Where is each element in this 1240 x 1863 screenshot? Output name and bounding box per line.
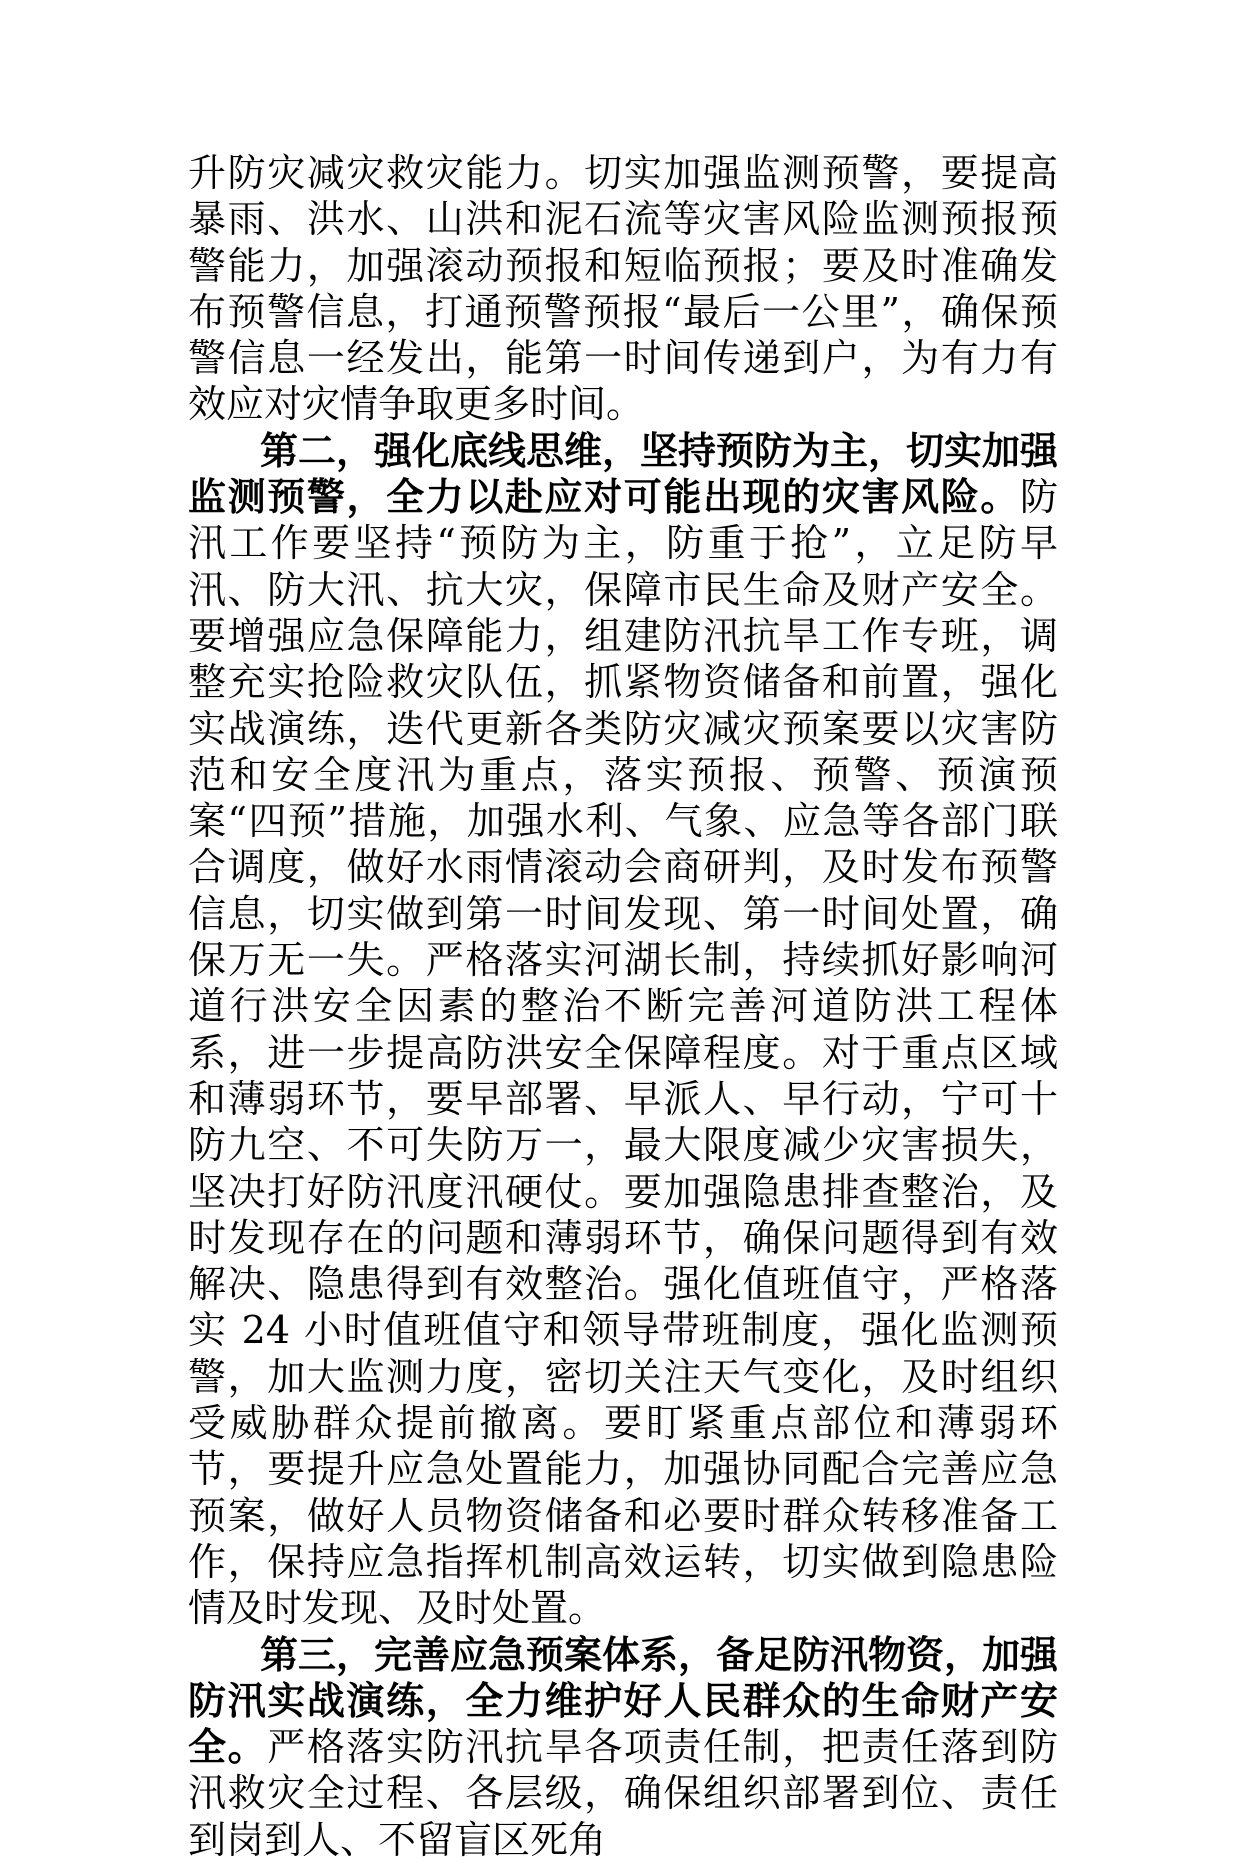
paragraph-third bbox=[188, 1632, 1058, 1863]
paragraph-second-heading: 第二，强化底线思维，坚持预防为主，切实加强监测预警，全力以赴应对可能出现的灾害风险。 bbox=[188, 427, 1059, 520]
paragraph-third-body: 严格落实防汛抗旱各项责任制，把责任落到防汛救灾全过程、各层级，确保组织部署到位、责任到岗到人、不留盲区死角 bbox=[188, 1725, 1058, 1862]
paragraph-second-body: 防汛工作要坚持“预防为主，防重于抢”，立足防早汛、防大汛、抗大灾，保障市民生命及财产安全。要增强应急保障能力，组建防汛抗旱工作专班，调整充实抢险救灾队伍，抓紧物资储备和前置，强化实战演练，迭代更新各类防灾减灾预案要以灾害防范和安全度汛为重点，落实预报、预警、预演预案“四预”措施，加强水利、气象、应急等各部门联合调度，做好水雨情滚动会商研判，及时发布预警信息，切实做到第一时间发现、第一时间处置，确保万无一失。严格落实河湖长制，持续抓好影响河道行洪安全因素的整治不断完善河道防洪工程体系，进一步提高防洪安全保障程度。对于重点区域和薄弱环节，要早部署、早派人、早行动，宁可十防九空、不可失防万一，最大限度减少灾害损失，坚决打好防汛度汛硬仗。要加强隐患排查整治，及时发现存在的问题和薄弱环节，确保问题得到有效解决、隐患得到有效整治。强化值班值守，严格落实 24 小时值班值守和领导带班制度，强化监测预警，加大监测力度，密切关注天气变化，及时组织受威胁群众提前撤离。要盯紧重点部位和薄弱环节，要提升应急处置能力，加强协同配合完善应急预案，做好人员物资储备和必要时群众转移准备工作，保持应急指挥机制高效运转，切实做到隐患险情及时发现、及时处置。 bbox=[188, 475, 1058, 1631]
document-body bbox=[188, 150, 1058, 1863]
paragraph-second bbox=[188, 428, 1058, 1632]
paragraph-third-heading: 第三，完善应急预案体系，备足防汛物资，加强防汛实战演练，全力维护好人民群众的生命财产安全。 bbox=[188, 1631, 1059, 1770]
paragraph-continuation: 升防灾减灾救灾能力。切实加强监测预警，要提高暴雨、洪水、山洪和泥石流等灾害风险监测预报预警能力，加强滚动预报和短临预报；要及时准确发布预警信息，打通预警预报“最后一公里”，确保预警信息一经发出，能第一时间传递到户，为有力有效应对灾情争取更多时间。 bbox=[188, 151, 1058, 427]
